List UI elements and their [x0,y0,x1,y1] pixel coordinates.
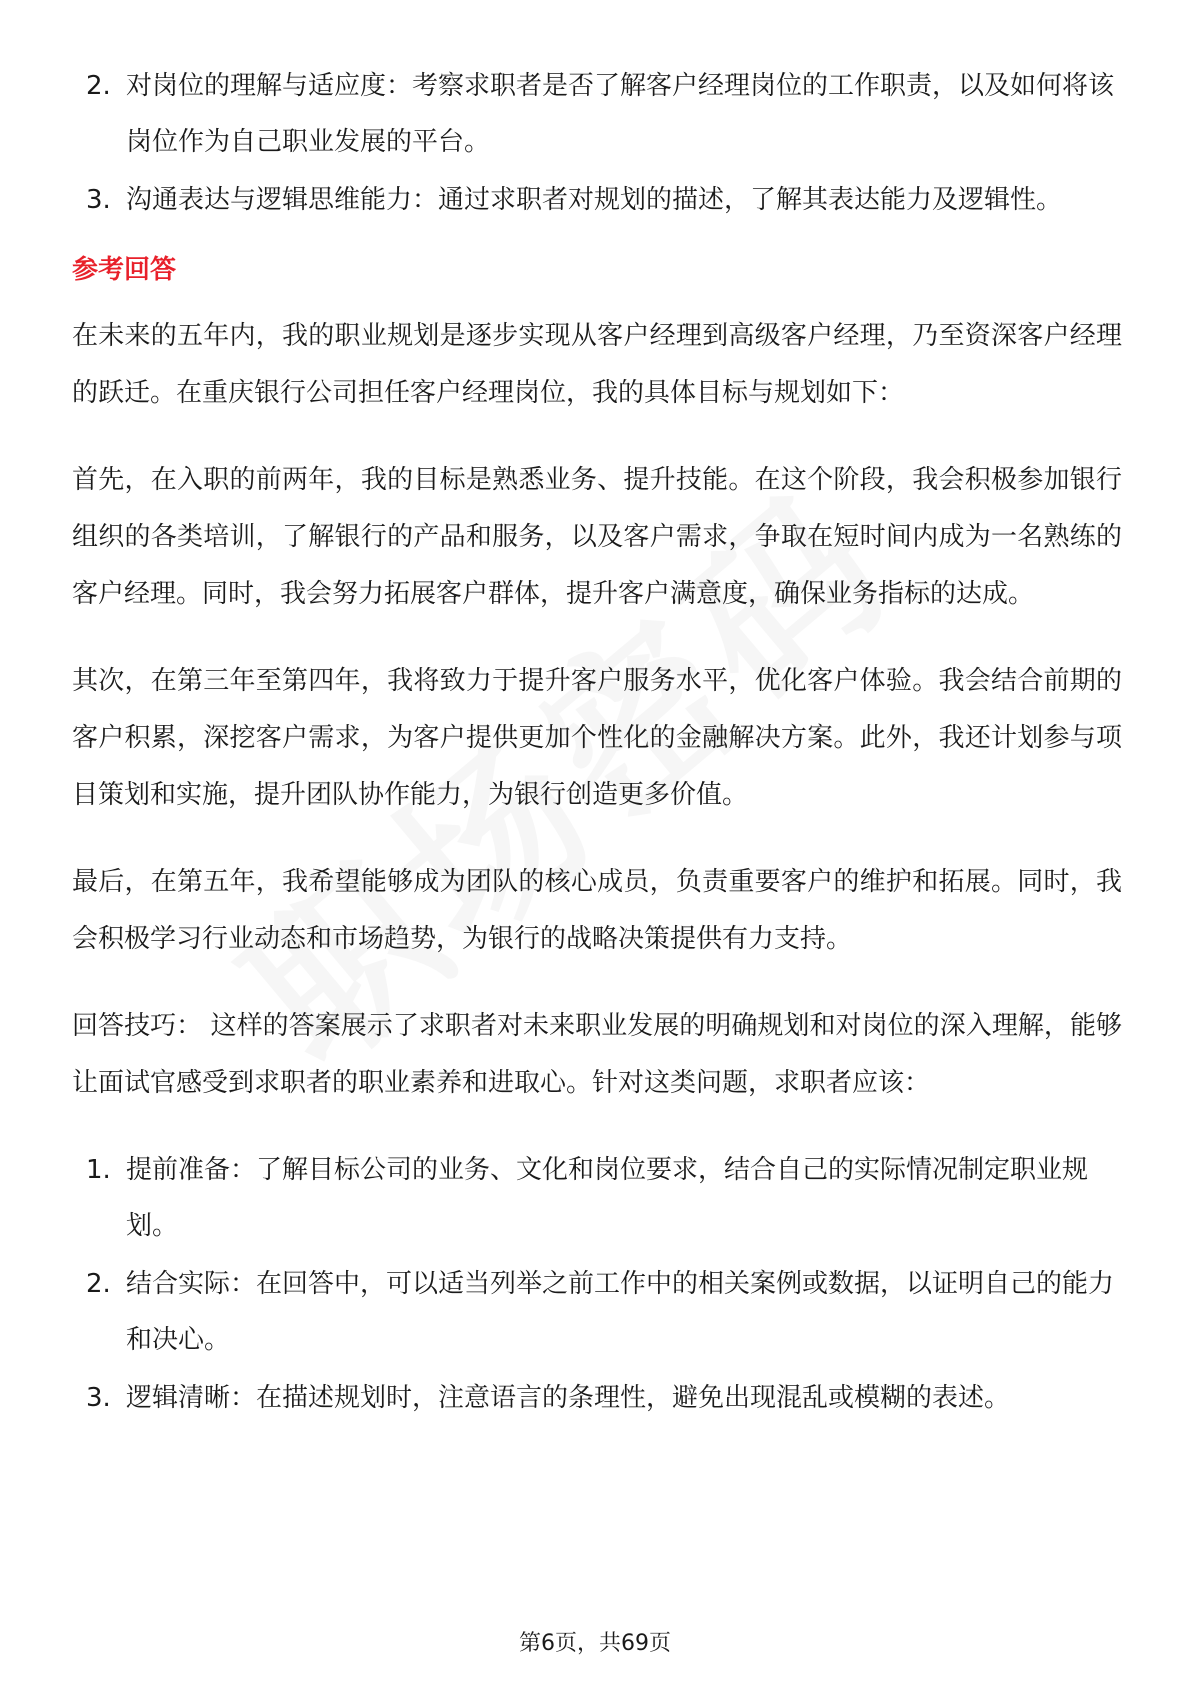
paragraph: 回答技巧： 这样的答案展示了求职者对未来职业发展的明确规划和对岗位的深入理解，能够让面试官感受到求职者的职业素养和进取心。针对这类问题，求职者应该： [72,1011,1122,1098]
list-item [72,1142,1122,1254]
paragraph: 在未来的五年内，我的职业规划是逐步实现从客户经理到高级客户经理，乃至资深客户经理的跃迁。在重庆银行公司担任客户经理岗位，我的具体目标与规划如下： [72,321,1122,408]
list-text: 结合实际：在回答中，可以适当列举之前工作中的相关案例或数据，以证明自己的能力和决心。 [126,1269,1115,1355]
tips-list [72,1142,1122,1426]
paragraph: 首先，在入职的前两年，我的目标是熟悉业务、提升技能。在这个阶段，我会积极参加银行组织的各类培训，了解银行的产品和服务，以及客户需求，争取在短时间内成为一名熟练的客户经理。同时，我会努力拓展客户群体，提升客户满意度，确保业务指标的达成。 [72,465,1122,609]
list-text: 对岗位的理解与适应度：考察求职者是否了解客户经理岗位的工作职责，以及如何将该岗位作为自己职业发展的平台。 [126,71,1115,157]
list-item [72,58,1122,170]
list-item [72,1256,1122,1368]
page-content [72,58,1122,1428]
list-text: 逻辑清晰：在描述规划时，注意语言的条理性，避免出现混乱或模糊的表述。 [126,1383,1011,1413]
paragraph: 最后，在第五年，我希望能够成为团队的核心成员，负责重要客户的维护和拓展。同时，我会积极学习行业动态和市场趋势，为银行的战略决策提供有力支持。 [72,867,1122,954]
list-number: 1. [86,1155,111,1185]
list-text: 提前准备：了解目标公司的业务、文化和岗位要求，结合自己的实际情况制定职业规划。 [126,1155,1089,1241]
list-number: 2. [86,1269,111,1299]
criteria-list [72,58,1122,228]
list-item [72,1370,1122,1426]
section-title: 参考回答 [72,255,177,285]
paragraph: 其次，在第三年至第四年，我将致力于提升客户服务水平，优化客户体验。我会结合前期的客户积累，深挖客户需求，为客户提供更加个性化的金融解决方案。此外，我还计划参与项目策划和实施，提升团队协作能力，为银行创造更多价值。 [72,666,1122,810]
list-text: 沟通表达与逻辑思维能力：通过求职者对规划的描述，了解其表达能力及逻辑性。 [126,185,1063,215]
list-number: 2. [86,71,111,101]
list-item [72,172,1122,228]
page-number: 第6页，共69页 [519,1631,671,1656]
list-number: 3. [86,185,111,215]
list-number: 3. [86,1383,111,1413]
